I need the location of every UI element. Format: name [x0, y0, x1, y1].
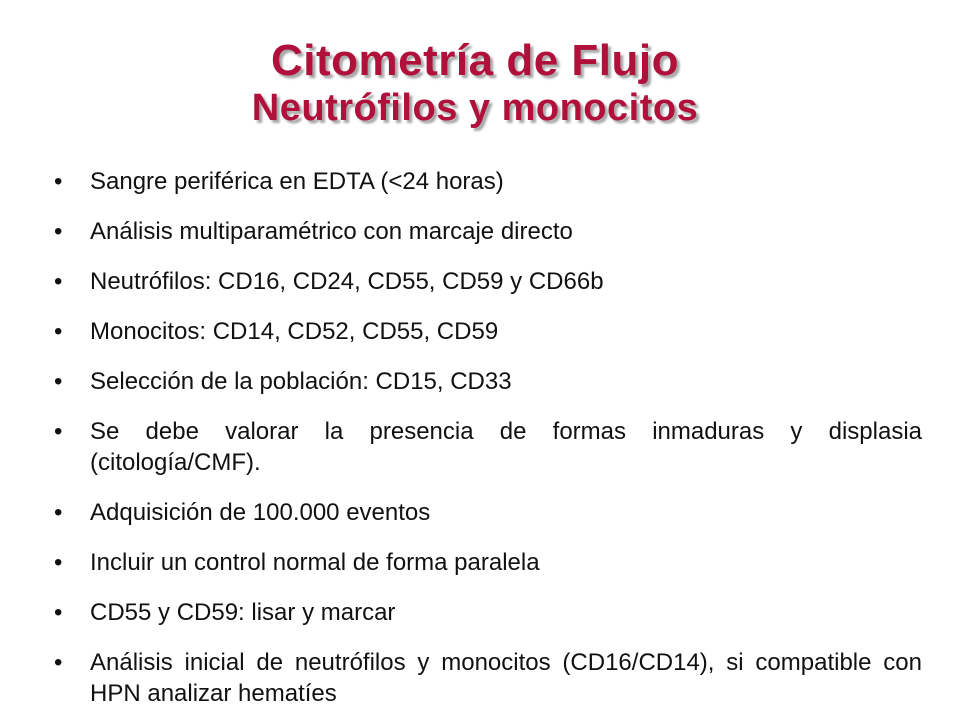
bullet-text: Análisis inicial de neutrófilos y monocitos (CD16/CD14), si compatible con HPN analizar hematíes [90, 649, 922, 707]
bullet-icon: • [54, 499, 63, 526]
bullet-icon: • [54, 318, 63, 345]
bullet-item [54, 266, 922, 297]
bullet-icon: • [54, 218, 63, 245]
bullet-list [54, 166, 922, 720]
bullet-text: Neutrófilos: CD16, CD24, CD55, CD59 y CD66b [90, 268, 604, 295]
bullet-item [54, 647, 922, 709]
bullet-item [54, 547, 922, 578]
bullet-item [54, 497, 922, 528]
bullet-item [54, 166, 922, 197]
slide-title [0, 36, 950, 130]
bullet-item [54, 597, 922, 628]
bullet-icon: • [54, 368, 63, 395]
bullet-item [54, 366, 922, 397]
bullet-text: Se debe valorar la presencia de formas inmaduras y displasia (citología/CMF). [90, 418, 922, 476]
bullet-icon: • [54, 418, 63, 445]
bullet-text: Análisis multiparamétrico con marcaje directo [90, 218, 573, 245]
bullet-icon: • [54, 268, 63, 295]
bullet-text: Selección de la población: CD15, CD33 [90, 368, 512, 395]
bullet-item [54, 416, 922, 478]
bullet-text: CD55 y CD59: lisar y marcar [90, 599, 396, 626]
bullet-item [54, 216, 922, 247]
bullet-text: Sangre periférica en EDTA (<24 horas) [90, 168, 504, 195]
bullet-text: Monocitos: CD14, CD52, CD55, CD59 [90, 318, 499, 345]
title-main: Citometría de Flujo [271, 36, 679, 85]
bullet-icon: • [54, 168, 63, 195]
bullet-icon: • [54, 549, 63, 576]
bullet-text: Incluir un control normal de forma paralela [90, 549, 540, 576]
bullet-text: Adquisición de 100.000 eventos [90, 499, 431, 526]
bullet-icon: • [54, 599, 63, 626]
title-subtitle: Neutrófilos y monocitos [251, 87, 699, 129]
bullet-icon: • [54, 649, 63, 676]
bullet-item [54, 316, 922, 347]
